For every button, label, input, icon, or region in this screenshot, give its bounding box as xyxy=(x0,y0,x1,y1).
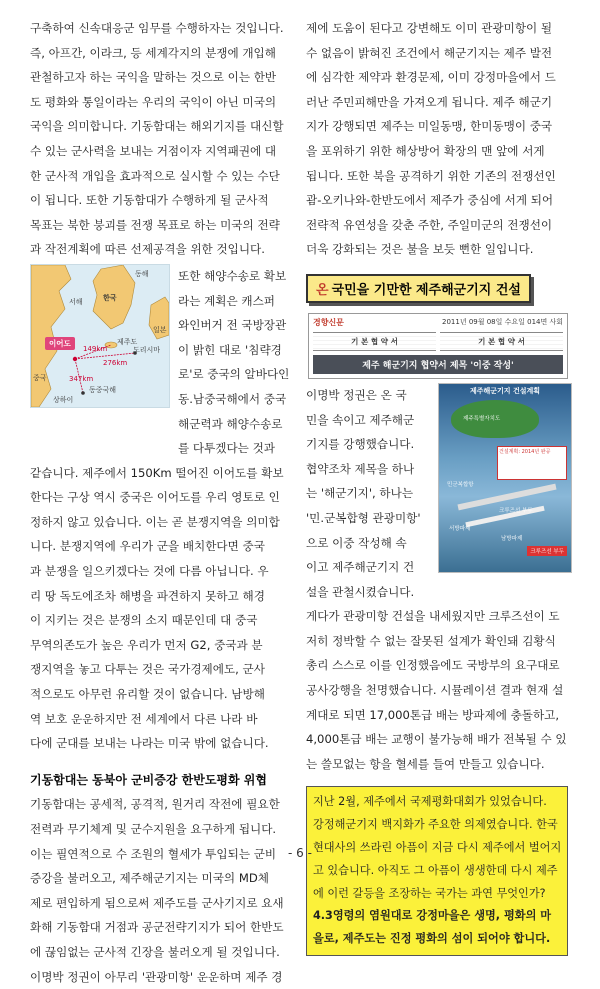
newspaper-name: 경향신문 xyxy=(313,317,344,327)
label-347km: 347km xyxy=(69,374,94,383)
label-west-breakwater: 서방파제 xyxy=(449,525,471,532)
plan-info-box: 건설계획: 2014년 완공 xyxy=(497,446,567,480)
label-jeju-province: 제주특별자치도 xyxy=(463,415,501,422)
agreement-doc-left: 기 본 협 약 서 xyxy=(313,332,436,351)
label-east-sea: 동해 xyxy=(135,269,149,278)
cruise-tag: 크루즈선 부두 xyxy=(527,546,567,556)
ieodo-map xyxy=(30,264,170,408)
paragraph-jeju-economy: 제에 도움이 된다고 강변해도 이미 관광미항이 될 수 없음이 밝혀진 조건에서 해군기지는 제주 발전 에 심각한 제약과 환경문제, 이미 강정마을에서 드 러난 주민피해만을 가져오게 됩니다. 제주 해군기 지가 강행되면 제주는 미일동맹, 한미동맹이 중국 을 포위하기 위한 해상방어 확장의 맨 앞에 서게 됩니다. 또한 북을 공격하기 위한 기존의 전쟁선인 괌-오키나와-한반도에서 제주가 중심에 서게 되어 전략적 유연성을 갖춘 주한, 주일미군의 전쟁선이 더욱 강화되는 것은 불을 보듯 뻔한 일입니다. xyxy=(306,21,556,257)
label-shanghai: 상하이 xyxy=(53,395,74,404)
naval-base-plan-image xyxy=(438,383,572,573)
section-title-text: 국민을 기만한 제주해군기지 건설 xyxy=(331,282,521,298)
paragraph-ieodo: 같습니다. 제주에서 150Km 떨어진 이어도를 확보 한다는 구상 역시 중국은 이어도를 우리 영토로 인 정하지 않고 있습니다. 이는 곧 분쟁지역을 의미합 니다. 분쟁지역에 우리가 군을 배치한다면 중국 과 분쟁을 일으키겠다는 것에 다름 아닙니다. 우 리 땅 독도에조차 해병을 파견하지 못하고 해경 이 지키는 것은 분쟁의 소지 때문인데 대 중국 무역의존도가 높은 우리가 먼저 G2, 중국과 분 쟁지역을 놓고 다투는 것은 국가경제에도, 군사 적으로도 아무런 유리할 것이 없습니다. 남방해 역 보호 운운하지만 전 세계에서 다른 나라 바 다에 군대를 보내는 나라는 미국 밖에 없습니다. xyxy=(30,465,284,751)
right-column xyxy=(306,16,572,956)
label-276km: 276km xyxy=(103,358,128,367)
page-number: - 6 - xyxy=(288,846,312,860)
newspaper-date: 2011년 09월 08일 수요일 014면 사회 xyxy=(442,318,563,327)
label-jeju: 제주도 xyxy=(117,337,138,346)
paragraph-mobile-fleet: 구축하여 신속대응군 임무를 수행하자는 것입니다. 즉, 아프간, 이라크, 등 세계각지의 분쟁에 개입해 관철하고자 하는 국익을 말하는 것으로 이는 한반 도 평화와 통일이라는 우리의 국익이 아닌 미국의 국익을 의미합니다. 기동함대는 해외기지를 대신할 수 있는 군사력을 보내는 거점이자 지역패권에 대 한 군사적 개입을 효과적으로 실시할 수 있는 수단 이 됩니다. 또한 기동함대가 수행하게 될 군사적 목표는 북한 붕괴를 전쟁 목표로 하는 미국의 전략 과 작전계획에 따른 선제공격을 위한 것입니다. xyxy=(30,21,284,257)
label-south-breakwater: 남방파제 xyxy=(501,535,523,542)
plan-image-title: 제주해군기지 건설계획 xyxy=(469,386,541,395)
label-korea: 한국 xyxy=(103,293,117,302)
label-149km: 149km xyxy=(83,344,108,353)
map-side-text: 또한 해양수송로 확보 라는 계획은 캐스퍼 와인버거 전 국방장관 이 밝힌 대로 '침략경 로'로 중국의 알바다인 동.남중국해에서 중국 해군력과 해양수송로 를 다투겠다는 것과 xyxy=(178,268,290,456)
peace-highlight-box: 지난 2월, 제주에서 국제평화대회가 있었습니다. 강정해군기지 백지화가 주요한 의제였습니다. 한국 현대사의 쓰라린 아픔이 지금 다시 제주에서 벌어지 고 있습니다. 아직도 그 아픔이 생생한데 다시 제주 에 이런 갈등을 조장하는 국가는 과연 무엇인가? 4.3영령의 염원대로 강정마을은 생명, 평화의 마 을로, 제주도는 진정 평화의 섬이 되어야 합니다. xyxy=(306,786,568,956)
label-torishima: 도리시마 xyxy=(133,345,161,354)
paragraph-arms-buildup: 기동함대는 공세적, 공격적, 원거리 작전에 필요한 전력과 무기체계 및 군수지원을 요구하게 됩니다. 이는 필연적으로 수 조원의 혈세가 투입되는 군비 증강을 불러오고, 제주해군기지는 미국의 MD체 제로 편입하게 됨으로써 제주도를 군사기지로 요새 화해 기동함대 거점과 공군전략기지가 되어 한반도 에 끊임없는 군사적 긴장을 불러오게 될 것입니다. 이명박 정권이 아무리 '관광미항' 운운하며 제주 경 xyxy=(30,797,284,984)
label-japan: 일본 xyxy=(153,325,167,334)
aerial-section xyxy=(306,383,572,604)
paragraph-cruise-design: 게다가 관광미항 건설을 내세웠지만 크루즈선이 도 저히 정박할 수 없는 잘못된 설계가 확인돼 김황식 총리 스스로 이를 인정했음에도 국방부의 요구대로 공사강행을 천명했습니다. 시뮬레이션 결과 현재 설 계대로 되면 17,000톤급 배는 방파제에 충돌하고, 4,000톤급 배는 교행이 불가능해 배가 전복될 수 있 는 쓸모없는 항을 혈세를 들여 만들고 있습니다. xyxy=(306,609,567,771)
label-cruise-dock: 크루즈선 부두 xyxy=(499,507,533,514)
label-civil-military-port: 민군복합항 xyxy=(447,481,474,488)
label-east-china-sea: 동중국해 xyxy=(89,385,117,394)
section-title-prefix: 온 xyxy=(316,282,329,298)
map-section xyxy=(30,264,296,461)
clipping-caption: 제주 해군기지 협약서 제목 '이중 작성' xyxy=(313,355,563,374)
label-china: 중국 xyxy=(33,373,47,382)
label-west-sea: 서해 xyxy=(69,297,83,306)
section-heading-threat: 기동함대는 동북아 군비증강 한반도평화 위협 xyxy=(30,772,267,787)
left-column xyxy=(30,16,296,989)
section-title-deception xyxy=(306,274,531,303)
newspaper-clipping xyxy=(308,313,568,379)
agreement-doc-right: 기 본 협 약 서 xyxy=(440,332,563,351)
label-ieodo: 이어도 xyxy=(45,337,75,350)
aerial-side-text: 이명박 정권은 온 국 민을 속이고 제주해군 기지를 강행했습니다. 협약조차 제목을 하나 는 '해군기지', 하나는 '민.군복합형 관광미항' 으로 이중 작성해 속 이고 제주해군기지 건 설을 관철시켰습니다. xyxy=(306,387,421,599)
